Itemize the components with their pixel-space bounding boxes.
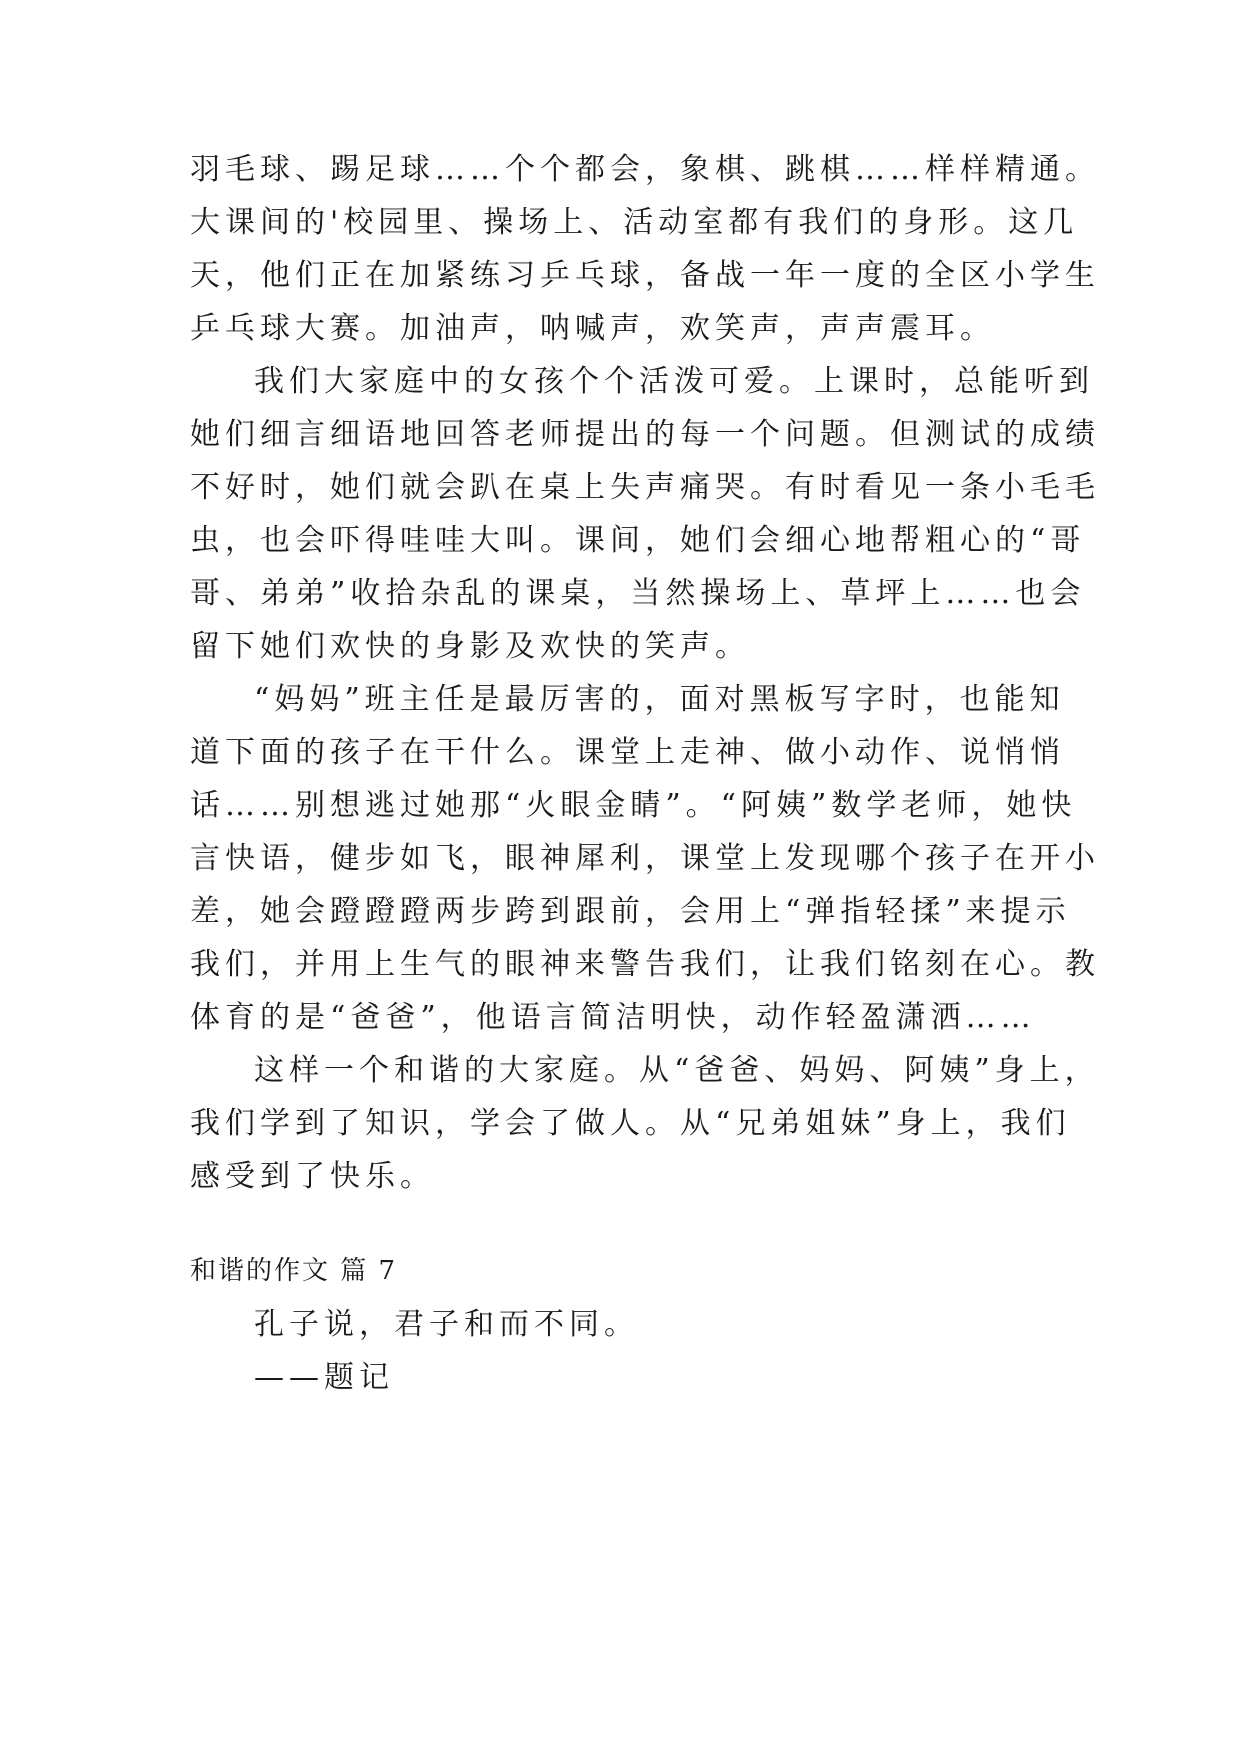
text-line: 体育的是“爸爸”，他语言简洁明快，动作轻盈潇洒…… — [190, 1000, 1036, 1035]
text-line: 乒乓球大赛。加油声，呐喊声，欢笑声，声声震耳。 — [190, 311, 995, 346]
text-line: 她们细言细语地回答老师提出的每一个问题。但测试的成绩 — [190, 417, 1100, 452]
text-line: 不好时，她们就会趴在桌上失声痛哭。有时看见一条小毛毛 — [190, 470, 1100, 505]
text-line: 留下她们欢快的身影及欢快的笑声。 — [190, 629, 750, 664]
text-line: 言快语，健步如飞，眼神犀利，课堂上发现哪个孩子在开小 — [190, 841, 1100, 876]
text-line: 我们学到了知识，学会了做人。从“兄弟姐妹”身上，我们 — [190, 1106, 1071, 1141]
text-line: 感受到了快乐。 — [190, 1159, 435, 1194]
paragraph-first-line: 这样一个和谐的大家庭。从“爸爸、妈妈、阿姨”身上， — [254, 1053, 1100, 1088]
text-line: 羽毛球、踢足球……个个都会，象棋、跳棋……样样精通。 — [190, 152, 1100, 187]
text-line: 差，她会蹬蹬蹬两步跨到跟前，会用上“弹指轻揉”来提示 — [190, 894, 1071, 929]
epigraph: 孔子说，君子和而不同。 — [254, 1307, 639, 1342]
text-line: 话……别想逃过她那“火眼金睛”。“阿姨”数学老师，她快 — [190, 788, 1077, 823]
text-line: 道下面的孩子在干什么。课堂上走神、做小动作、说悄悄 — [190, 735, 1065, 770]
paragraph-first-line: “妈妈”班主任是最厉害的，面对黑板写字时，也能知 — [254, 682, 1065, 717]
paragraph-first-line: 我们大家庭中的女孩个个活泼可爱。上课时，总能听到 — [254, 364, 1094, 399]
text-line: 天，他们正在加紧练习乒乓球，备战一年一度的全区小学生 — [190, 258, 1100, 293]
section-heading: 和谐的作文 篇 7 — [190, 1256, 398, 1286]
text-line: 我们，并用上生气的眼神来警告我们，让我们铭刻在心。教 — [190, 947, 1100, 982]
text-line: 哥、弟弟”收拾杂乱的课桌，当然操场上、草坪上……也会 — [190, 576, 1086, 611]
epigraph-attribution: ——题记 — [254, 1360, 394, 1395]
text-line: 虫，也会吓得哇哇大叫。课间，她们会细心地帮粗心的“哥 — [190, 523, 1086, 558]
text-line: 大课间的'校园里、操场上、活动室都有我们的身形。这几 — [190, 205, 1079, 240]
